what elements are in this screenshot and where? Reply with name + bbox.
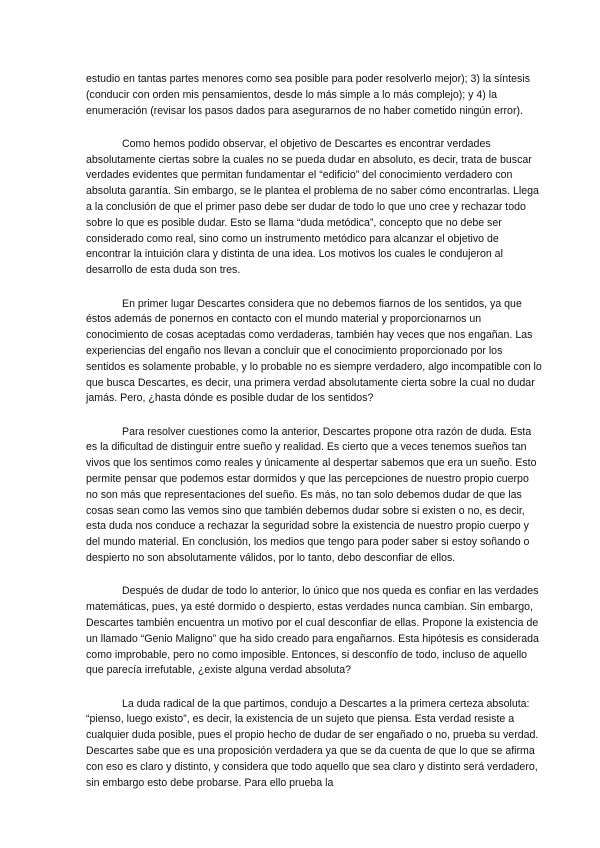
paragraph-sueno-realidad: Para resolver cuestiones como la anterior, Descartes propone otra razón de duda. Esta es la dificultad de distinguir entre sueño y realidad. Es cierto que a veces tenemos sueños tan vivos que los sentimos como reales y únicamente al despertar sabemos que era un sueño. Esto permite pensar que podemos estar dormidos y que las percepciones de nuestro propio cuerpo no son más que representaciones del sueño. Es más, no tan solo debemos dudar de que las cosas sean como las vemos sino que también debemos dudar sobre si existen o no, es decir, esta duda nos conduce a rechazar la seguridad sobre la existencia de nuestro propio cuerpo y del mundo material. En conclusión, los medios que tengo para poder saber si estoy soñando o despierto no son absolutamente válidos, por lo tanto, debo desconfiar de ellos. bbox=[86, 425, 537, 565]
paragraph-sentidos: En primer lugar Descartes considera que no debemos fiarnos de los sentidos, ya que éstos además de ponernos en contacto con el mundo material y proporcionarnos un conocimiento de cosas aceptadas como verdaderas, también hay veces que nos engañan. Las experiencias del engaño nos llevan a concluir que el conocimiento proporcionado por los sentidos es solamente probable, y lo probable no es siempre verdadero, algo incompatible con lo que busca Descartes, es decir, una primera verdad absolutamente cierta sobre la cual no dudar jamás. Pero, ¿hasta dónde es posible dudar de los sentidos? bbox=[86, 297, 542, 405]
paragraph-duda-metodica: Como hemos podido observar, el objetivo de Descartes es encontrar verdades absolutamente ciertas sobre la cuales no se pueda dudar en absoluto, es decir, trata de buscar verdades evidentes que permitan fundamentar el “edificio” del conocimiento verdadero con absoluta garantía. Sin embargo, se le plantea el problema de no saber cómo encontrarlas. Llega a la conclusión de que el primer paso debe ser dudar de todo lo que uno cree y rechazar todo sobre lo que es posible dudar. Esto se llama “duda metódica”, concepto que no debe ser considerado como real, sino como un instrumento metódico para alcanzar el objetivo de encontrar la intuición clara y distinta de una idea. Los motivos los cuales le condujeron al desarrollo de esta duda son tres. bbox=[86, 137, 539, 277]
paragraph-genio-maligno: Después de dudar de todo lo anterior, lo único que nos queda es confiar en las verdades matemáticas, pues, ya esté dormido o despierto, estas verdades nunca cambian. Sin embargo, Descartes también encuentra un motivo por el cual desconfiar de ellas. Propone la existencia de un llamado “Genio Maligno” que ha sido creado para engañarnos. Esta hipótesis es considerada como improbable, pero no como imposible. Entonces, si desconfío de todo, incluso de aquello que parecía irrefutable, ¿existe alguna verdad absoluta? bbox=[86, 585, 539, 677]
paragraph-continuation: estudio en tantas partes menores como sea posible para poder resolverlo mejor); 3) la síntesis (conducir con orden mis pensamientos, desde lo más simple a lo más complejo); y 4) la enumeración (revisar los pasos dados para asegurarnos de no haber cometido ningún error). bbox=[86, 73, 530, 117]
paragraph-cogito: La duda radical de la que partimos, condujo a Descartes a la primera certeza absoluta: “pienso, luego existo”, es decir, la existencia de un sujeto que piensa. Esta verdad resiste a cualquier duda posible, pues el propio hecho de dudar de ser engañado o no, prueba su verdad. Descartes sabe que es una proposición verdadera ya que se da cuenta de que lo que se afirma con eso es claro y distinto, y considera que todo aquello que sea claro y distinto será verdadero, sin embargo esto debe probarse. Para ello prueba la bbox=[86, 697, 539, 789]
